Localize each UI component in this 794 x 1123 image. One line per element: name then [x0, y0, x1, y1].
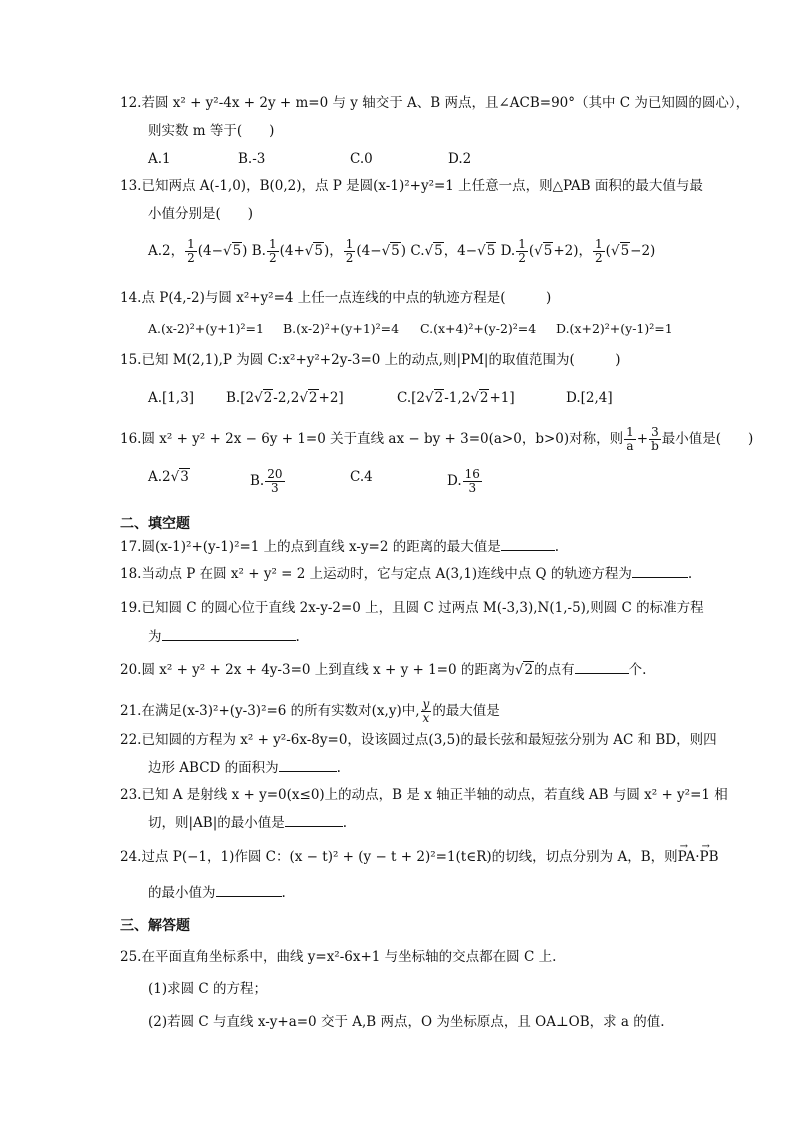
- q14-stem: 14.点 P(4,-2)与圆 x²+y²=4 上任一点连线的中点的轨迹方程是( ): [120, 290, 552, 306]
- q13-option-c-label: C.: [410, 243, 425, 259]
- q16-option-c: C.4: [350, 469, 373, 485]
- q12-stem-cont: 则实数 m 等于( ): [148, 123, 275, 139]
- q13-stem-cont: 小值分别是( ): [148, 206, 254, 222]
- q23-stem: 23.已知 A 是射线 x + y=0(x≤0)上的动点，B 是 x 轴正半轴的动点，若直线 AB 与圆 x² + y²=1 相: [120, 787, 728, 803]
- q23-stem-cont: 切，则|AB|的最小值是 .: [148, 815, 348, 831]
- fraction-half: $\frac{1}{2}$: [187, 237, 195, 265]
- q12-option-d: D.2: [448, 151, 472, 167]
- q13-stem: 13.已知两点 A(-1,0)，B(0,2)，点 P 是圆(x-1)²+y²=1 上任意一点，则△PAB 面积的最大值与最: [120, 178, 703, 194]
- q21-stem: 21.在满足(x-3)²+(y-3)²=6 的所有实数对(x,y)中, $\frac{y}{x}$ 的最大值是: [120, 697, 500, 725]
- fraction-y-over-x: $\frac{y}{x}$: [422, 697, 430, 725]
- fraction-1-over-a: $\frac{1}{a}$: [626, 425, 634, 453]
- q19-stem-cont: 为 .: [148, 629, 300, 645]
- q22-stem: 22.已知圆的方程为 x² + y²-6x-8y=0，设该圆过点(3,5)的最长弦和最短弦分别为 AC 和 BD，则四: [120, 732, 717, 748]
- q13-option-d-label: D.: [500, 243, 516, 259]
- q25-part-2: (2)若圆 C 与直线 x-y+a=0 交于 A,B 两点，O 为坐标原点，且 OA⊥OB，求 a 的值.: [148, 1014, 665, 1030]
- q12-option-b: B.-3: [238, 151, 266, 167]
- q14-option-d: D.(x+2)²+(y-1)²=1: [556, 321, 673, 336]
- q13-option-b-label: B.: [251, 243, 266, 259]
- q12-option-c: C.0: [350, 151, 373, 167]
- q18-stem: 18.当动点 P 在圆 x² + y² = 2 上运动时，它与定点 A(3,1)连线中点 Q 的轨迹方程为 .: [120, 566, 693, 582]
- q15-option-a: A.[1,3]: [148, 390, 195, 406]
- q16-option-d: D. $\frac{16}{3}$: [447, 467, 480, 495]
- q15-stem: 15.已知 M(2,1),P 为圆 C:x²+y²+2y-3=0 上的动点,则|PM|的取值范围为( ): [120, 352, 621, 368]
- q16-option-b: B. $\frac{20}{3}$: [250, 467, 283, 495]
- q24-stem-cont: 的最小值为 .: [148, 885, 286, 901]
- fraction-half: $\frac{1}{2}$: [268, 237, 277, 265]
- q12-option-a: A.1: [148, 151, 171, 167]
- q14-option-b: B.(x-2)²+(y+1)²=4: [283, 321, 400, 336]
- q13-option-a-label: A.2，: [148, 243, 185, 259]
- q14-option-a: A.(x-2)²+(y+1)²=1: [148, 321, 264, 336]
- q12-stem: 12.若圆 x² + y²-4x + 2y + m=0 与 y 轴交于 A、B 两点，且∠ACB=90°（其中 C 为已知圆的圆心），: [120, 95, 750, 111]
- q24-stem: 24.过点 P(−1，1)作圆 C：(x − t)² + (y − t + 2)²=1(t∈R)的切线，切点分别为 A，B，则→ PA·→ PB: [120, 848, 719, 866]
- q25-stem: 25.在平面直角坐标系中，曲线 y=x²-6x+1 与坐标轴的交点都在圆 C 上.: [120, 949, 557, 965]
- q14-option-c: C.(x+4)²+(y-2)²=4: [420, 321, 537, 336]
- q13-options: A.2， $\frac{1}{2}$ (4−√5) B. $\frac{1}{2}$ (4+√5)， $\frac{1}{2}$ (4−√5) C.√5，4−√5 D. $\frac{1}{2}$ (√5+2)， $\frac{1}{2}$ (√5−2): [148, 237, 656, 265]
- q25-part-1: (1)求圆 C 的方程；: [148, 981, 268, 997]
- vector-pa: → PA: [678, 848, 696, 866]
- q20-stem: 20.圆 x² + y² + 2x + 4y-3=0 上到直线 x + y + 1=0 的距离为√2的点有 个.: [120, 662, 647, 678]
- section-heading-fill-in: 二、填空题: [120, 516, 190, 532]
- vector-pb: → PB: [700, 848, 719, 866]
- q17-stem: 17.圆(x-1)²+(y-1)²=1 上的点到直线 x-y=2 的距离的最大值是 .: [120, 539, 560, 555]
- q15-option-b: B.[2√2-2,2√2+2]: [226, 390, 344, 406]
- q19-stem: 19.已知圆 C 的圆心位于直线 2x-y-2=0 上，且圆 C 过两点 M(-3,3),N(1,-5),则圆 C 的标准方程: [120, 600, 704, 616]
- q15-option-d: D.[2,4]: [566, 390, 613, 406]
- section-heading-solutions: 三、解答题: [120, 918, 190, 934]
- q16-option-a: A.2√3: [148, 469, 189, 485]
- q16-stem: 16.圆 x² + y² + 2x − 6y + 1=0 关于直线 ax − by + 3=0(a>0，b>0)对称，则 $\frac{1}{a}$ + $\frac{3}{b}$ 最小值是( ): [120, 425, 754, 453]
- fraction-3-over-b: $\frac{3}{b}$: [651, 425, 659, 453]
- q22-stem-cont: 边形 ABCD 的面积为 .: [148, 760, 341, 776]
- sqrt-symbol: √5: [222, 243, 242, 259]
- q15-option-c: C.[2√2-1,2√2+1]: [397, 390, 515, 406]
